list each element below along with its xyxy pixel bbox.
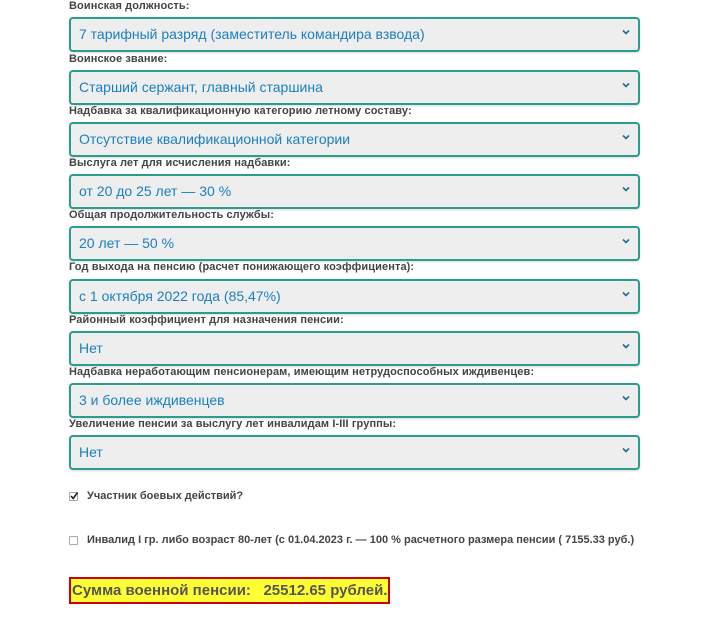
combat-veteran-label: Участник боевых действий? (87, 490, 244, 502)
total-service-value: 20 лет — 50 % (79, 235, 175, 251)
pension-result (69, 577, 390, 604)
combat-veteran-checkbox[interactable] (69, 492, 78, 501)
chevron-down-icon (622, 81, 630, 89)
dependents-value: 3 и более иждивенцев (79, 392, 225, 408)
regional-coef-value: Нет (79, 340, 103, 356)
chevron-down-icon (622, 394, 630, 402)
retirement-year-select[interactable] (69, 279, 640, 314)
disability-increase-label: Увеличение пенсии за выслугу лет инвалидам I-III группы: (69, 418, 397, 430)
service-bonus-value: от 20 до 25 лет — 30 % (79, 183, 232, 199)
chevron-down-icon (622, 237, 630, 245)
regional-coef-select[interactable] (69, 331, 640, 366)
disabled-80-checkbox[interactable] (69, 536, 78, 545)
chevron-down-icon (622, 446, 630, 454)
service-bonus-select[interactable] (69, 174, 640, 209)
disability-increase-value: Нет (79, 444, 103, 460)
chevron-down-icon (622, 342, 630, 350)
retirement-year-label: Год выхода на пенсию (расчет понижающего коэффициента): (69, 261, 415, 273)
chevron-down-icon (622, 28, 630, 36)
total-service-select[interactable] (69, 226, 640, 261)
rank-label: Воинское звание: (69, 53, 168, 65)
dependents-label: Надбавка неработающим пенсионерам, имеющим нетрудоспособных иждивенцев: (69, 366, 535, 378)
disability-increase-select[interactable] (69, 435, 640, 470)
result-unit: рублей. (330, 582, 388, 599)
qualification-label: Надбавка за квалификационную категорию летному составу: (69, 105, 412, 117)
qualification-value: Отсутствие квалификационной категории (79, 131, 351, 147)
result-amount: 25512.65 (263, 582, 327, 599)
qualification-select[interactable] (69, 122, 640, 157)
position-select[interactable] (69, 17, 640, 52)
result-label: Сумма военной пенсии: (72, 582, 251, 599)
position-label: Воинская должность: (69, 0, 190, 12)
retirement-year-value: с 1 октября 2022 года (85,47%) (79, 288, 281, 304)
position-value: 7 тарифный разряд (заместитель командира взвода) (79, 26, 425, 42)
rank-value: Старший сержант, главный старшина (79, 79, 323, 95)
total-service-label: Общая продолжительность службы: (69, 209, 275, 221)
regional-coef-label: Районный коэффициент для назначения пенсии: (69, 314, 344, 326)
chevron-down-icon (622, 290, 630, 298)
check-icon (69, 491, 79, 501)
rank-select[interactable] (69, 70, 640, 105)
disabled-80-label: Инвалид I гр. либо возраст 80-лет (с 01.04.2023 г. — 100 % расчетного размера пенсии ( 7155.33 руб.) (87, 534, 635, 546)
service-bonus-label: Выслуга лет для исчисления надбавки: (69, 157, 291, 169)
chevron-down-icon (622, 133, 630, 141)
dependents-select[interactable] (69, 383, 640, 418)
chevron-down-icon (622, 185, 630, 193)
